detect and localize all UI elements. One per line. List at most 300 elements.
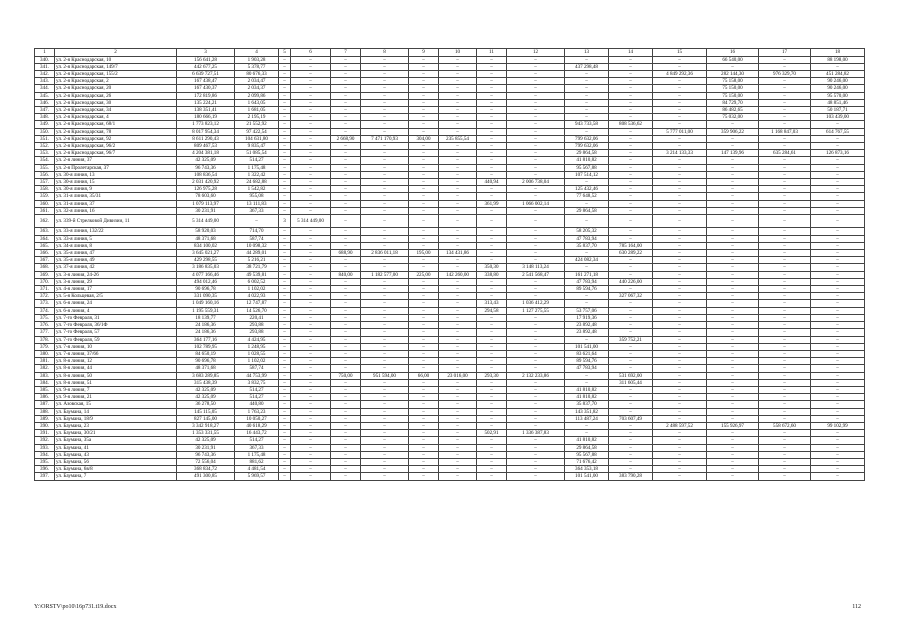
amount-cell: – — [653, 92, 707, 99]
address-cell: ул. 35-я линия, 49 — [55, 257, 177, 264]
amount-cell: – — [331, 128, 361, 135]
amount-cell: – — [361, 458, 409, 465]
table-row — [35, 394, 865, 401]
amount-cell: – — [439, 437, 477, 444]
amount-cell: – — [609, 401, 653, 408]
amount-cell: – — [439, 128, 477, 135]
amount-cell: – — [291, 401, 331, 408]
amount-cell: – — [331, 278, 361, 285]
amount-cell: – — [279, 164, 291, 171]
amount-cell: 1 353 331,55 — [177, 430, 235, 437]
amount-cell: – — [477, 466, 507, 473]
amount-cell: – — [409, 235, 439, 242]
amount-cell: – — [477, 56, 507, 63]
amount-cell: – — [331, 143, 361, 150]
amount-cell: – — [477, 343, 507, 350]
amount-cell: – — [759, 415, 811, 422]
amount-cell: – — [291, 128, 331, 135]
amount-cell: – — [361, 143, 409, 150]
address-cell: ул. 2-я Краснодарская, 2 — [55, 78, 177, 85]
table-row — [35, 257, 865, 264]
amount-cell: – — [439, 85, 477, 92]
amount-cell: – — [759, 242, 811, 249]
amount-cell: – — [331, 92, 361, 99]
footer-page-number: 112 — [852, 604, 861, 610]
amount-cell: – — [409, 437, 439, 444]
amount-cell: – — [811, 179, 865, 186]
amount-cell: – — [331, 56, 361, 63]
row-number-cell: 353. — [35, 150, 55, 157]
amount-cell: – — [811, 193, 865, 200]
row-number-cell: 387. — [35, 401, 55, 408]
amount-cell: – — [291, 307, 331, 314]
amount-cell: – — [811, 386, 865, 393]
amount-cell: – — [507, 358, 565, 365]
amount-cell: – — [439, 157, 477, 164]
table-row — [35, 293, 865, 300]
amount-cell: – — [361, 300, 409, 307]
amount-cell: – — [361, 437, 409, 444]
amount-cell: – — [565, 107, 609, 114]
column-number-cell: 17 — [759, 49, 811, 57]
amount-cell: – — [361, 56, 409, 63]
amount-cell: – — [331, 386, 361, 393]
amount-cell: 99 102,99 — [811, 422, 865, 429]
amount-cell: – — [477, 336, 507, 343]
amount-cell: 359 906,22 — [707, 128, 759, 135]
amount-cell: – — [609, 307, 653, 314]
amount-cell: 976 329,70 — [759, 71, 811, 78]
amount-cell: – — [291, 228, 331, 235]
address-cell: ул. 30-я линия, 9 — [55, 186, 177, 193]
amount-cell: – — [707, 372, 759, 379]
footer-file-path: Y:\ORSTV\po10\16p731.t19.docx — [34, 604, 117, 610]
amount-cell: – — [291, 350, 331, 357]
amount-cell: – — [811, 314, 865, 321]
amount-cell: – — [361, 128, 409, 135]
amount-cell: – — [279, 336, 291, 343]
table-row — [35, 300, 865, 307]
amount-cell: – — [609, 350, 653, 357]
table-row — [35, 286, 865, 293]
amount-cell: – — [653, 271, 707, 278]
amount-cell: – — [477, 107, 507, 114]
amount-cell: – — [609, 386, 653, 393]
amount-cell: – — [279, 78, 291, 85]
amount-cell: – — [331, 466, 361, 473]
amount-cell: – — [707, 451, 759, 458]
amount-cell: 688,90 — [331, 250, 361, 257]
amount-cell: – — [759, 350, 811, 357]
amount-cell: – — [331, 171, 361, 178]
amount-cell: 1 248,95 — [235, 343, 279, 350]
amount-cell: 89 594,76 — [565, 358, 609, 365]
amount-cell: – — [759, 379, 811, 386]
amount-cell: – — [507, 99, 565, 106]
amount-cell: – — [653, 293, 707, 300]
amount-cell: 30 231,91 — [177, 207, 235, 214]
amount-cell: 72 556,04 — [177, 458, 235, 465]
amount-cell: – — [653, 114, 707, 121]
amount-cell: – — [409, 358, 439, 365]
amount-cell: – — [507, 78, 565, 85]
column-number-cell: 8 — [361, 49, 409, 57]
row-number-cell: 391. — [35, 430, 55, 437]
amount-cell: 361,99 — [477, 200, 507, 207]
amount-cell: – — [759, 193, 811, 200]
amount-cell: – — [507, 56, 565, 63]
amount-cell: 2 541 568,47 — [507, 271, 565, 278]
amount-cell: – — [291, 372, 331, 379]
address-cell: ул. 2-я Краснодарская, 10 — [55, 56, 177, 63]
amount-cell: – — [653, 200, 707, 207]
amount-cell: – — [409, 228, 439, 235]
amount-cell: – — [331, 99, 361, 106]
amount-cell: 44 289,01 — [235, 250, 279, 257]
amount-cell: – — [811, 207, 865, 214]
amount-cell: – — [291, 437, 331, 444]
amount-cell: – — [291, 143, 331, 150]
amount-cell: 294,58 — [477, 307, 507, 314]
amount-cell: – — [811, 186, 865, 193]
amount-cell: – — [279, 386, 291, 393]
amount-cell: – — [279, 179, 291, 186]
amount-cell: – — [507, 157, 565, 164]
amount-cell: – — [409, 164, 439, 171]
amount-cell: – — [759, 63, 811, 70]
amount-cell: – — [331, 193, 361, 200]
table-row — [35, 150, 865, 157]
amount-cell: – — [331, 228, 361, 235]
table-body — [35, 49, 865, 481]
amount-cell: – — [811, 458, 865, 465]
amount-cell: 350,30 — [477, 264, 507, 271]
table-row — [35, 143, 865, 150]
amount-cell: – — [291, 365, 331, 372]
amount-cell: – — [331, 200, 361, 207]
amount-cell: – — [811, 121, 865, 128]
amount-cell: – — [609, 193, 653, 200]
amount-cell: – — [291, 314, 331, 321]
amount-cell: – — [565, 56, 609, 63]
amount-cell: – — [707, 235, 759, 242]
amount-cell: – — [331, 85, 361, 92]
amount-cell: – — [291, 293, 331, 300]
amount-cell: – — [653, 56, 707, 63]
amount-cell: 125 432,46 — [565, 186, 609, 193]
amount-cell: 58 920,03 — [177, 228, 235, 235]
amount-cell: – — [279, 114, 291, 121]
amount-cell: – — [811, 307, 865, 314]
amount-cell: – — [811, 293, 865, 300]
amount-cell: – — [653, 322, 707, 329]
amount-cell: 3 645 021,27 — [177, 250, 235, 257]
amount-cell: 1 175,48 — [235, 451, 279, 458]
amount-cell: – — [361, 63, 409, 70]
amount-cell: 161 271,18 — [565, 271, 609, 278]
amount-cell: – — [331, 207, 361, 214]
amount-cell: 77 648,52 — [565, 193, 609, 200]
amount-cell: – — [291, 250, 331, 257]
amount-cell: – — [477, 193, 507, 200]
amount-cell: – — [759, 250, 811, 257]
amount-cell: 75 032,00 — [707, 114, 759, 121]
amount-cell: – — [331, 401, 361, 408]
amount-cell: – — [439, 451, 477, 458]
amount-cell: – — [291, 200, 331, 207]
address-cell: ул. 6-я линия, 24 — [55, 300, 177, 307]
amount-cell: – — [439, 235, 477, 242]
table-row — [35, 71, 865, 78]
amount-cell: – — [653, 107, 707, 114]
amount-cell: – — [409, 150, 439, 157]
amount-cell: – — [507, 242, 565, 249]
amount-cell: – — [811, 365, 865, 372]
amount-cell: – — [439, 228, 477, 235]
amount-cell: – — [279, 437, 291, 444]
amount-cell: 66 540,00 — [707, 56, 759, 63]
amount-cell: – — [279, 143, 291, 150]
amount-cell: – — [291, 322, 331, 329]
amount-cell: – — [507, 314, 565, 321]
amount-cell: – — [291, 451, 331, 458]
amount-cell: – — [759, 394, 811, 401]
amount-cell: 4 424,95 — [235, 336, 279, 343]
amount-cell: – — [291, 358, 331, 365]
amount-cell: – — [361, 171, 409, 178]
amount-cell: – — [361, 157, 409, 164]
amount-cell: – — [279, 63, 291, 70]
amount-cell: – — [653, 286, 707, 293]
amount-cell: – — [361, 193, 409, 200]
amount-cell: – — [707, 365, 759, 372]
amount-cell: – — [507, 458, 565, 465]
table-row — [35, 379, 865, 386]
amount-cell: – — [811, 473, 865, 480]
amount-cell: 383 790,28 — [609, 473, 653, 480]
amount-cell: 785 164,00 — [609, 242, 653, 249]
amount-cell: – — [811, 466, 865, 473]
amount-cell: – — [477, 286, 507, 293]
amount-cell: – — [331, 458, 361, 465]
amount-cell: – — [361, 451, 409, 458]
amount-cell: 12 747,87 — [235, 300, 279, 307]
amount-cell: – — [565, 300, 609, 307]
amount-cell: – — [279, 394, 291, 401]
amount-cell: – — [439, 458, 477, 465]
row-number-cell: 375. — [35, 314, 55, 321]
amount-cell: 107 514,12 — [565, 171, 609, 178]
document-table-wrapper — [34, 48, 864, 481]
amount-cell: – — [565, 92, 609, 99]
amount-cell: – — [361, 207, 409, 214]
amount-cell: – — [439, 394, 477, 401]
table-row — [35, 128, 865, 135]
amount-cell: – — [609, 143, 653, 150]
amount-cell: – — [279, 135, 291, 142]
amount-cell: – — [279, 430, 291, 437]
amount-cell: – — [291, 171, 331, 178]
address-cell: ул. 2-я Краснодарская, 34 — [55, 107, 177, 114]
amount-cell: – — [811, 157, 865, 164]
amount-cell: – — [439, 401, 477, 408]
amount-cell: 126 975,28 — [177, 186, 235, 193]
amount-cell: – — [811, 451, 865, 458]
amount-cell: 80 676,33 — [235, 71, 279, 78]
address-cell: ул. 2-я Краснодарская, 68/1 — [55, 121, 177, 128]
amount-cell: – — [361, 444, 409, 451]
table-row — [35, 85, 865, 92]
amount-cell: 71 676,42 — [565, 458, 609, 465]
amount-cell: 17 919,36 — [565, 314, 609, 321]
amount-cell: – — [279, 322, 291, 329]
amount-cell: – — [653, 228, 707, 235]
amount-cell: – — [409, 300, 439, 307]
amount-cell: – — [653, 350, 707, 357]
amount-cell: – — [507, 121, 565, 128]
row-number-cell: 369. — [35, 271, 55, 278]
amount-cell: – — [331, 179, 361, 186]
row-number-cell: 340. — [35, 56, 55, 63]
amount-cell: – — [291, 422, 331, 429]
amount-cell: – — [759, 99, 811, 106]
table-row — [35, 336, 865, 343]
amount-cell: – — [361, 343, 409, 350]
amount-cell: 58 205,32 — [565, 228, 609, 235]
table-row — [35, 271, 865, 278]
amount-cell: 1 036 412,29 — [507, 300, 565, 307]
amount-cell: – — [477, 150, 507, 157]
amount-cell: – — [653, 343, 707, 350]
amount-cell: – — [279, 186, 291, 193]
amount-cell: – — [409, 186, 439, 193]
amount-cell: – — [477, 394, 507, 401]
address-cell: ул. 30-я линия, 13 — [55, 171, 177, 178]
table-row — [35, 250, 865, 257]
amount-cell: 1 028,55 — [235, 350, 279, 357]
amount-cell: 7 471 170,93 — [361, 135, 409, 142]
amount-cell: 2 132 233,86 — [507, 372, 565, 379]
amount-cell: 95 567,88 — [565, 451, 609, 458]
amount-cell: – — [361, 107, 409, 114]
amount-cell: 840,00 — [331, 271, 361, 278]
amount-cell: 331 090,35 — [177, 293, 235, 300]
amount-cell: 155 926,97 — [707, 422, 759, 429]
address-cell: ул. 9-я линия, 21 — [55, 394, 177, 401]
address-cell: ул. Баумана, 56 — [55, 458, 177, 465]
row-number-cell: 355. — [35, 164, 55, 171]
amount-cell: – — [609, 107, 653, 114]
amount-cell: – — [653, 278, 707, 285]
amount-cell: 2 836 011,18 — [361, 250, 409, 257]
address-cell: ул. Баумана, 6в/8 — [55, 466, 177, 473]
amount-cell: 88 198,00 — [811, 56, 865, 63]
amount-cell: – — [759, 143, 811, 150]
amount-cell: 630 289,22 — [609, 250, 653, 257]
amount-cell: – — [707, 264, 759, 271]
amount-cell: 3 832,75 — [235, 379, 279, 386]
amount-cell: 714,70 — [235, 228, 279, 235]
amount-cell: – — [565, 422, 609, 429]
amount-cell: 47 783,94 — [565, 365, 609, 372]
amount-cell: – — [707, 401, 759, 408]
amount-cell: – — [361, 278, 409, 285]
table-row — [35, 401, 865, 408]
amount-cell: 225,00 — [409, 271, 439, 278]
amount-cell: – — [707, 314, 759, 321]
amount-cell: – — [759, 235, 811, 242]
amount-cell: – — [707, 286, 759, 293]
amount-cell: – — [609, 365, 653, 372]
amount-cell: – — [279, 193, 291, 200]
amount-cell: – — [279, 293, 291, 300]
amount-cell: – — [759, 135, 811, 142]
amount-cell: – — [707, 63, 759, 70]
amount-cell: – — [507, 193, 565, 200]
amount-cell: – — [507, 164, 565, 171]
amount-cell: – — [707, 207, 759, 214]
amount-cell: – — [439, 336, 477, 343]
amount-cell: – — [361, 200, 409, 207]
address-cell: ул. 9-я линия, 7 — [55, 386, 177, 393]
amount-cell: 10 050,27 — [235, 415, 279, 422]
amount-cell: – — [361, 78, 409, 85]
amount-cell: – — [409, 466, 439, 473]
amount-cell: – — [291, 207, 331, 214]
amount-cell: – — [477, 71, 507, 78]
amount-cell: – — [477, 358, 507, 365]
amount-cell: – — [361, 235, 409, 242]
row-number-cell: 390. — [35, 422, 55, 429]
amount-cell: – — [279, 365, 291, 372]
amount-cell: – — [477, 401, 507, 408]
amount-cell: – — [331, 437, 361, 444]
amount-cell: – — [439, 99, 477, 106]
row-number-cell: 344. — [35, 85, 55, 92]
amount-cell: – — [707, 271, 759, 278]
amount-cell: – — [507, 107, 565, 114]
amount-cell: – — [609, 314, 653, 321]
amount-cell: – — [759, 444, 811, 451]
amount-cell: – — [331, 150, 361, 157]
table-row — [35, 215, 865, 228]
amount-cell: 96 743,36 — [177, 164, 235, 171]
row-number-cell: 388. — [35, 408, 55, 415]
row-number-cell: 379. — [35, 343, 55, 350]
table-row — [35, 114, 865, 121]
amount-cell: – — [409, 386, 439, 393]
amount-cell: – — [609, 358, 653, 365]
amount-cell: 750,00 — [331, 372, 361, 379]
row-number-cell: 360. — [35, 200, 55, 207]
amount-cell: – — [361, 71, 409, 78]
amount-cell: – — [707, 408, 759, 415]
amount-cell: – — [707, 242, 759, 249]
amount-cell: – — [291, 264, 331, 271]
amount-cell: 18 139,77 — [177, 314, 235, 321]
amount-cell: – — [439, 278, 477, 285]
row-number-cell: 366. — [35, 250, 55, 257]
amount-cell: – — [653, 379, 707, 386]
amount-cell: – — [291, 150, 331, 157]
amount-cell: – — [439, 215, 477, 228]
table-row — [35, 63, 865, 70]
amount-cell: – — [811, 394, 865, 401]
table-row — [35, 422, 865, 429]
amount-cell: 53 757,06 — [565, 307, 609, 314]
amount-cell: – — [759, 85, 811, 92]
amount-cell: – — [707, 171, 759, 178]
